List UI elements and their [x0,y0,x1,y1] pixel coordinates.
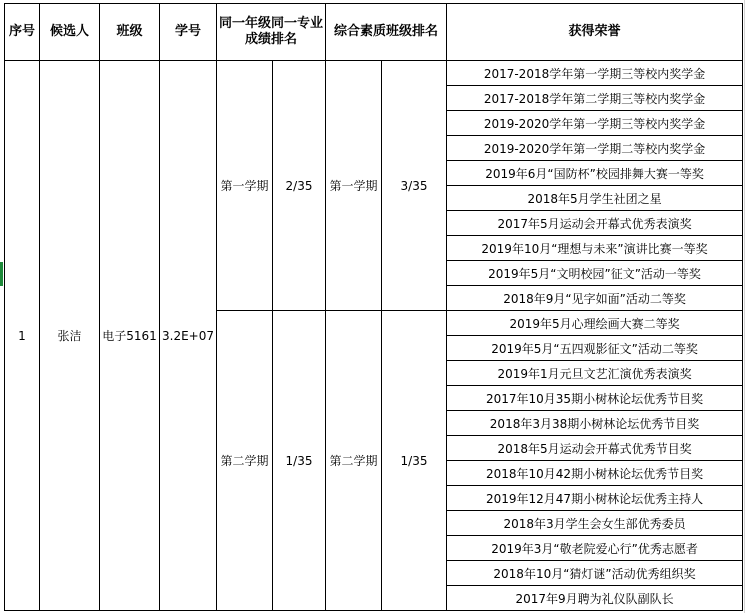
cell-honor[interactable]: 2019年5月“文明校园”征文”活动一等奖 [447,261,743,286]
cell-honor[interactable]: 2018年5月学生社团之星 [447,186,743,211]
cell-student-id[interactable]: 3.2E+07 [160,61,217,611]
cell-honor[interactable]: 2017年5月运动会开幕式优秀表演奖 [447,211,743,236]
cell-quality-term-1[interactable]: 第一学期 [326,61,382,311]
cell-seq[interactable]: 1 [5,61,40,611]
cell-honor[interactable]: 2019年3月“敬老院爱心行”优秀志愿者 [447,536,743,561]
header-student-id[interactable]: 学号 [160,4,217,61]
cell-honor[interactable]: 2019年6月“国防杯”校园排舞大赛一等奖 [447,161,743,186]
cell-honor[interactable]: 2018年10月42期小树林论坛优秀节目奖 [447,461,743,486]
cell-honor[interactable]: 2018年9月“见字如面”活动二等奖 [447,286,743,311]
header-honors[interactable]: 获得荣誉 [447,4,743,61]
cell-honor[interactable]: 2018年5月运动会开幕式优秀节目奖 [447,436,743,461]
header-grade-rank[interactable]: 同一年级同一专业成绩排名 [217,4,326,61]
cell-grade-rank-2[interactable]: 1/35 [273,311,326,611]
cell-honor[interactable]: 2019年5月“五四观影征文”活动二等奖 [447,336,743,361]
cell-honor[interactable]: 2017-2018学年第一学期三等校内奖学金 [447,61,743,86]
honors-table [4,3,743,611]
cell-quality-rank-2[interactable]: 1/35 [382,311,447,611]
cell-honor[interactable]: 2017年10月35期小树林论坛优秀节目奖 [447,386,743,411]
header-quality-rank[interactable]: 综合素质班级排名 [326,4,447,61]
cell-honor[interactable]: 2018年3月38期小树林论坛优秀节目奖 [447,411,743,436]
cell-quality-rank-1[interactable]: 3/35 [382,61,447,311]
cell-honor[interactable]: 2019年5月心理绘画大赛二等奖 [447,311,743,336]
header-candidate[interactable]: 候选人 [40,4,100,61]
cell-class[interactable]: 电子5161 [100,61,160,611]
cell-honor[interactable]: 2019-2020学年第一学期二等校内奖学金 [447,136,743,161]
sheet-gridline-right [744,0,745,613]
cell-honor[interactable]: 2019年1月元旦文艺汇演优秀表演奖 [447,361,743,386]
cell-honor[interactable]: 2018年3月学生会女生部优秀委员 [447,511,743,536]
header-row [5,4,743,61]
cell-honor[interactable]: 2019年10月“理想与未来”演讲比赛一等奖 [447,236,743,261]
cell-honor[interactable]: 2017年9月聘为礼仪队副队长 [447,586,743,611]
cell-grade-rank-1[interactable]: 2/35 [273,61,326,311]
header-class[interactable]: 班级 [100,4,160,61]
cell-honor[interactable]: 2019年12月47期小树林论坛优秀主持人 [447,486,743,511]
cell-honor[interactable]: 2017-2018学年第二学期三等校内奖学金 [447,86,743,111]
table-row [5,61,743,86]
cell-honor[interactable]: 2019-2020学年第一学期三等校内奖学金 [447,111,743,136]
header-seq[interactable]: 序号 [5,4,40,61]
cell-honor[interactable]: 2018年10月“猜灯谜”活动优秀组织奖 [447,561,743,586]
cell-quality-term-2[interactable]: 第二学期 [326,311,382,611]
cell-candidate-name[interactable]: 张洁 [40,61,100,611]
row-selection-marker [0,262,3,286]
cell-grade-term-2[interactable]: 第二学期 [217,311,273,611]
cell-grade-term-1[interactable]: 第一学期 [217,61,273,311]
